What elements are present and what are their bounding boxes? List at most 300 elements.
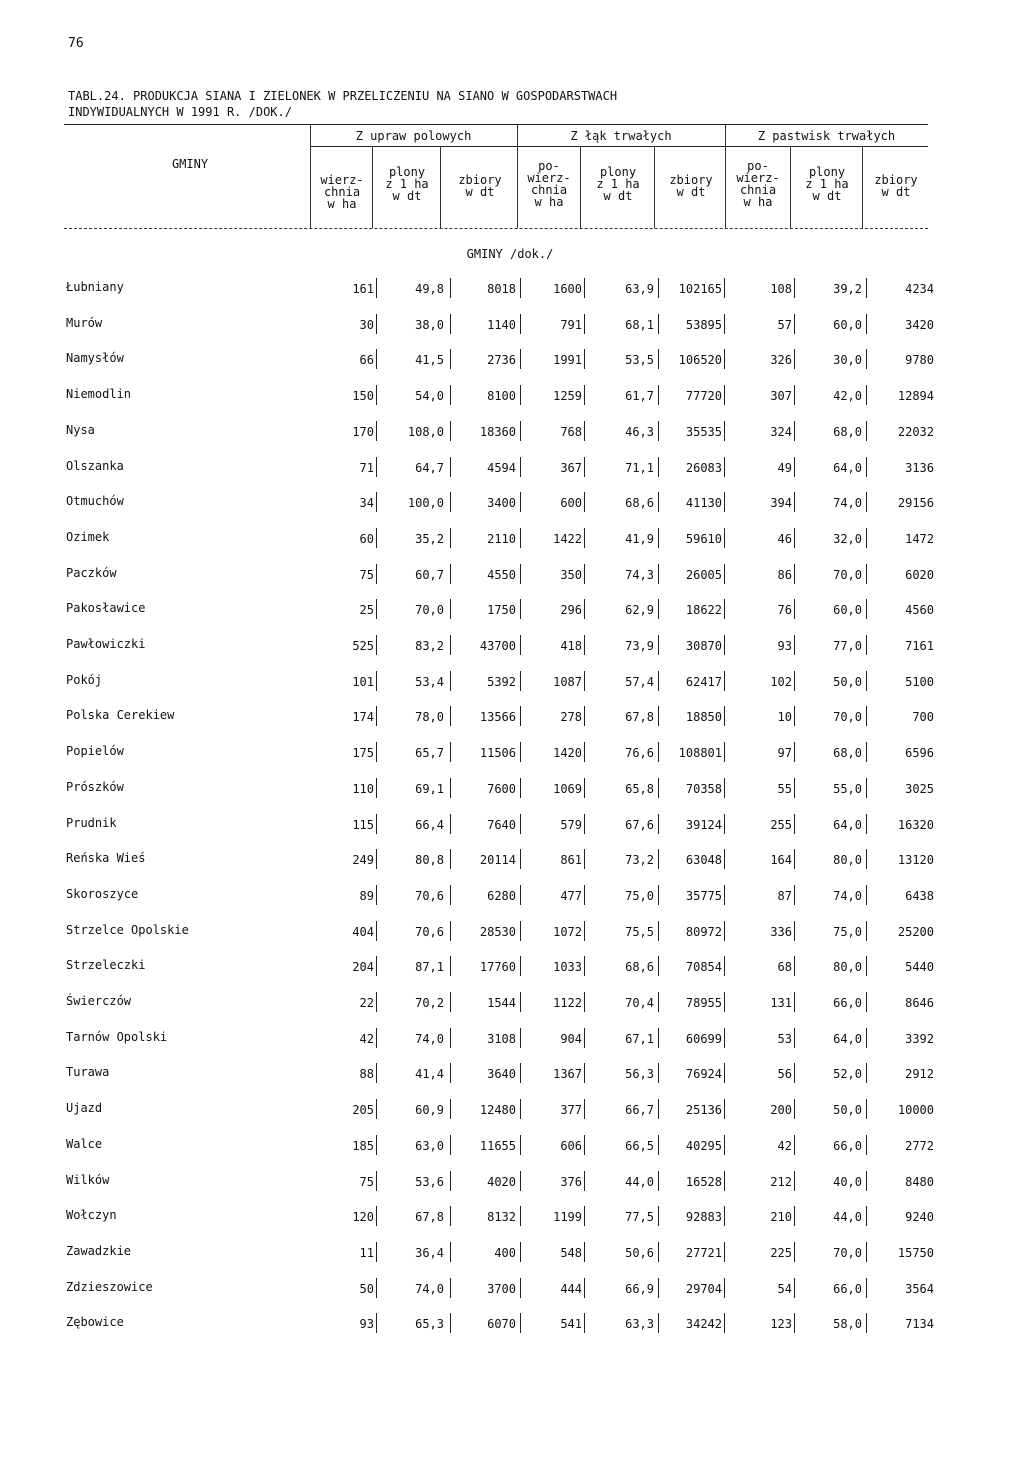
row-value: 4234 xyxy=(905,282,934,296)
row-value: 10 xyxy=(777,710,792,725)
row-value: 22032 xyxy=(897,424,934,439)
table-row xyxy=(64,1057,934,1087)
row-value: 68,0 xyxy=(833,424,862,439)
row-value: 60,9 xyxy=(415,1103,444,1118)
cell-separator xyxy=(584,314,585,334)
row-value: 161 xyxy=(352,282,374,296)
row-value: 1991 xyxy=(553,353,582,368)
row-value: 42,0 xyxy=(833,389,862,404)
cell-separator xyxy=(584,706,585,726)
cell-separator xyxy=(724,635,725,655)
row-municipality: Olszanka xyxy=(66,458,124,473)
cell-separator xyxy=(450,349,451,369)
cell-separator xyxy=(866,1278,867,1298)
cell-separator xyxy=(520,385,521,405)
row-value: 606 xyxy=(560,1138,582,1153)
row-value: 74,0 xyxy=(833,496,862,511)
cell-separator xyxy=(724,457,725,477)
cell-separator xyxy=(866,1028,867,1048)
cell-separator xyxy=(376,599,377,619)
cell-separator xyxy=(450,1099,451,1119)
cell-separator xyxy=(866,885,867,905)
header-group-fields: Z upraw polowych xyxy=(355,129,472,143)
row-municipality: Prudnik xyxy=(66,815,117,830)
cell-separator xyxy=(658,1028,659,1048)
row-municipality: Walce xyxy=(66,1136,103,1151)
row-municipality: Ozimek xyxy=(66,529,110,544)
cell-separator xyxy=(450,849,451,869)
row-value: 400 xyxy=(494,1245,516,1260)
row-value: 185 xyxy=(352,1138,374,1153)
cell-separator xyxy=(866,921,867,941)
cell-separator xyxy=(658,1135,659,1155)
row-value: 16320 xyxy=(897,817,934,832)
row-value: 768 xyxy=(560,424,582,439)
row-value: 212 xyxy=(770,1174,792,1189)
cell-separator xyxy=(794,742,795,762)
row-value: 43700 xyxy=(479,639,516,653)
cell-separator xyxy=(376,849,377,869)
cell-separator xyxy=(794,921,795,941)
row-value: 89 xyxy=(359,888,374,903)
row-value: 18850 xyxy=(685,710,722,725)
row-value: 60,7 xyxy=(415,567,444,582)
cell-separator xyxy=(376,1313,377,1333)
row-value: 65,7 xyxy=(415,746,444,761)
cell-separator xyxy=(866,314,867,334)
row-value: 108,0 xyxy=(407,424,444,439)
cell-separator xyxy=(794,421,795,441)
subheader-area: wierz- chnia w ha xyxy=(320,173,364,211)
table-row xyxy=(64,1272,934,1302)
row-value: 17760 xyxy=(479,960,516,975)
cell-separator xyxy=(724,1206,725,1226)
cell-separator xyxy=(520,1171,521,1191)
row-value: 54 xyxy=(777,1281,792,1296)
cell-separator xyxy=(724,528,725,548)
cell-separator xyxy=(450,1242,451,1262)
row-value: 34 xyxy=(359,496,374,511)
row-value: 70,2 xyxy=(415,996,444,1010)
cell-separator xyxy=(376,1242,377,1262)
row-value: 7600 xyxy=(487,781,516,796)
row-value: 66,0 xyxy=(833,1281,862,1296)
row-value: 49 xyxy=(777,460,792,475)
row-value: 61,7 xyxy=(625,389,654,404)
row-value: 66,7 xyxy=(625,1103,654,1118)
cell-separator xyxy=(658,992,659,1012)
table-row xyxy=(64,736,934,766)
row-value: 75,5 xyxy=(625,924,654,939)
row-value: 2736 xyxy=(487,353,516,368)
row-value: 12894 xyxy=(897,389,934,404)
cell-separator xyxy=(584,349,585,369)
row-value: 8480 xyxy=(905,1174,934,1189)
row-value: 53,6 xyxy=(415,1174,444,1189)
cell-separator xyxy=(584,599,585,619)
row-value: 78,0 xyxy=(415,710,444,725)
cell-separator xyxy=(376,278,377,298)
row-value: 65,3 xyxy=(415,1317,444,1332)
row-value: 1420 xyxy=(553,746,582,761)
cell-separator xyxy=(520,778,521,798)
cell-separator xyxy=(658,1242,659,1262)
cell-separator xyxy=(658,885,659,905)
table-row xyxy=(64,665,934,695)
row-value: 115 xyxy=(352,817,374,832)
row-value: 9780 xyxy=(905,353,934,368)
row-value: 80,0 xyxy=(833,960,862,975)
cell-separator xyxy=(658,1171,659,1191)
cell-separator xyxy=(724,314,725,334)
row-value: 579 xyxy=(560,817,582,832)
row-value: 64,7 xyxy=(415,460,444,475)
cell-separator xyxy=(794,1313,795,1333)
cell-separator xyxy=(658,564,659,584)
cell-separator xyxy=(794,278,795,298)
cell-separator xyxy=(866,635,867,655)
row-value: 41,9 xyxy=(625,531,654,546)
row-value: 74,0 xyxy=(833,888,862,903)
cell-separator xyxy=(866,457,867,477)
cell-separator xyxy=(794,1135,795,1155)
row-value: 120 xyxy=(352,1210,374,1225)
cell-separator xyxy=(450,1063,451,1083)
row-value: 40,0 xyxy=(833,1174,862,1189)
cell-separator xyxy=(450,492,451,512)
row-value: 700 xyxy=(912,710,934,725)
cell-separator xyxy=(794,885,795,905)
subheader-crop: zbiory w dt xyxy=(458,173,502,199)
row-value: 1259 xyxy=(553,389,582,404)
row-value: 26083 xyxy=(685,460,722,475)
row-value: 70854 xyxy=(685,960,722,975)
row-value: 13566 xyxy=(479,710,516,725)
row-value: 7640 xyxy=(487,817,516,832)
row-value: 377 xyxy=(560,1103,582,1118)
row-value: 70,0 xyxy=(415,603,444,618)
cell-separator xyxy=(520,885,521,905)
cell-separator xyxy=(866,992,867,1012)
cell-separator xyxy=(724,742,725,762)
cell-separator xyxy=(450,314,451,334)
row-value: 65,8 xyxy=(625,781,654,796)
cell-separator xyxy=(724,1242,725,1262)
cell-separator xyxy=(658,492,659,512)
cell-separator xyxy=(724,849,725,869)
row-value: 13120 xyxy=(897,853,934,868)
row-value: 6280 xyxy=(487,888,516,903)
cell-separator xyxy=(658,742,659,762)
row-value: 71,1 xyxy=(625,460,654,475)
row-value: 5100 xyxy=(905,674,934,689)
cell-separator xyxy=(724,599,725,619)
row-municipality: Namysłów xyxy=(66,351,124,366)
cell-separator xyxy=(520,278,521,298)
table-row xyxy=(64,1022,934,1052)
cell-separator xyxy=(584,457,585,477)
cell-separator xyxy=(584,1206,585,1226)
cell-separator xyxy=(376,385,377,405)
table-row xyxy=(64,1093,934,1123)
row-value: 150 xyxy=(352,389,374,404)
cell-separator xyxy=(724,885,725,905)
cell-separator xyxy=(376,956,377,976)
row-value: 59610 xyxy=(685,531,722,546)
row-value: 278 xyxy=(560,710,582,725)
row-value: 5392 xyxy=(487,674,516,689)
cell-separator xyxy=(658,778,659,798)
cell-separator xyxy=(450,742,451,762)
cell-separator xyxy=(794,528,795,548)
cell-separator xyxy=(724,492,725,512)
row-value: 74,0 xyxy=(415,1031,444,1046)
table-row xyxy=(64,1307,934,1337)
cell-separator xyxy=(658,385,659,405)
cell-separator xyxy=(520,1278,521,1298)
cell-separator xyxy=(376,1063,377,1083)
cell-separator xyxy=(724,1063,725,1083)
row-value: 418 xyxy=(560,639,582,653)
row-value: 70358 xyxy=(685,781,722,796)
cell-separator xyxy=(520,671,521,691)
row-value: 101 xyxy=(352,674,374,689)
row-value: 64,0 xyxy=(833,817,862,832)
row-value: 548 xyxy=(560,1245,582,1260)
cell-separator xyxy=(724,671,725,691)
row-value: 1069 xyxy=(553,781,582,796)
cell-separator xyxy=(724,564,725,584)
row-value: 175 xyxy=(352,746,374,761)
row-value: 54,0 xyxy=(415,389,444,404)
cell-separator xyxy=(450,992,451,1012)
cell-separator xyxy=(584,921,585,941)
row-value: 39,2 xyxy=(833,282,862,296)
cell-separator xyxy=(794,349,795,369)
row-value: 32,0 xyxy=(833,531,862,546)
cell-separator xyxy=(376,457,377,477)
row-municipality: Reńska Wieś xyxy=(66,851,146,866)
row-value: 58,0 xyxy=(833,1317,862,1332)
row-value: 336 xyxy=(770,924,792,939)
row-value: 26005 xyxy=(685,567,722,582)
cell-separator xyxy=(584,635,585,655)
cell-separator xyxy=(584,564,585,584)
row-value: 11655 xyxy=(479,1138,516,1153)
row-value: 74,3 xyxy=(625,567,654,582)
cell-separator xyxy=(866,1063,867,1083)
row-value: 326 xyxy=(770,353,792,368)
cell-separator xyxy=(376,492,377,512)
cell-separator xyxy=(794,314,795,334)
row-municipality: Otmuchów xyxy=(66,494,124,509)
row-value: 4550 xyxy=(487,567,516,582)
table-row xyxy=(64,879,934,909)
cell-separator xyxy=(658,1278,659,1298)
cell-separator xyxy=(658,1063,659,1083)
row-value: 25200 xyxy=(897,924,934,939)
row-value: 68,0 xyxy=(833,746,862,761)
cell-separator xyxy=(376,349,377,369)
row-value: 50 xyxy=(359,1281,374,1296)
row-value: 53 xyxy=(777,1031,792,1046)
cell-separator xyxy=(866,599,867,619)
row-value: 77720 xyxy=(685,389,722,404)
row-value: 36,4 xyxy=(415,1245,444,1260)
row-value: 3400 xyxy=(487,496,516,511)
row-municipality: Zawadzkie xyxy=(66,1243,132,1258)
row-value: 225 xyxy=(770,1245,792,1260)
row-value: 75 xyxy=(359,1174,374,1189)
cell-separator xyxy=(866,528,867,548)
row-value: 93 xyxy=(777,639,792,653)
row-value: 3564 xyxy=(905,1281,934,1296)
row-value: 3025 xyxy=(905,781,934,796)
row-value: 49,8 xyxy=(415,282,444,296)
table-row xyxy=(64,1236,934,1266)
row-value: 255 xyxy=(770,817,792,832)
cell-separator xyxy=(376,1171,377,1191)
cell-separator xyxy=(658,528,659,548)
row-value: 200 xyxy=(770,1103,792,1118)
cell-separator xyxy=(520,1313,521,1333)
cell-separator xyxy=(520,921,521,941)
row-value: 3420 xyxy=(905,317,934,332)
cell-separator xyxy=(520,492,521,512)
row-value: 29704 xyxy=(685,1281,722,1296)
cell-separator xyxy=(520,992,521,1012)
cell-separator xyxy=(794,564,795,584)
row-value: 29156 xyxy=(897,496,934,511)
cell-separator xyxy=(866,349,867,369)
row-value: 44,0 xyxy=(833,1210,862,1225)
row-value: 67,8 xyxy=(415,1210,444,1225)
cell-separator xyxy=(520,706,521,726)
cell-separator xyxy=(724,1278,725,1298)
cell-separator xyxy=(866,742,867,762)
row-value: 75,0 xyxy=(833,924,862,939)
row-value: 600 xyxy=(560,496,582,511)
row-value: 87 xyxy=(777,888,792,903)
row-value: 904 xyxy=(560,1031,582,1046)
cell-separator xyxy=(658,671,659,691)
header-divider xyxy=(862,146,863,228)
row-value: 74,0 xyxy=(415,1281,444,1296)
row-value: 6438 xyxy=(905,888,934,903)
cell-separator xyxy=(584,849,585,869)
row-value: 42 xyxy=(359,1031,374,1046)
row-municipality: Zdzieszowice xyxy=(66,1279,153,1294)
row-municipality: Polska Cerekiew xyxy=(66,708,175,723)
row-value: 100,0 xyxy=(407,496,444,511)
row-value: 1122 xyxy=(553,996,582,1010)
row-value: 3640 xyxy=(487,1067,516,1082)
row-value: 50,6 xyxy=(625,1245,654,1260)
row-value: 42 xyxy=(777,1138,792,1153)
row-value: 210 xyxy=(770,1210,792,1225)
row-value: 66,9 xyxy=(625,1281,654,1296)
row-value: 50,0 xyxy=(833,1103,862,1118)
row-value: 55,0 xyxy=(833,781,862,796)
row-value: 67,8 xyxy=(625,710,654,725)
cell-separator xyxy=(658,706,659,726)
cell-separator xyxy=(866,814,867,834)
cell-separator xyxy=(584,956,585,976)
row-value: 87,1 xyxy=(415,960,444,975)
cell-separator xyxy=(376,1099,377,1119)
cell-separator xyxy=(866,1206,867,1226)
row-value: 367 xyxy=(560,460,582,475)
cell-separator xyxy=(794,1028,795,1048)
row-value: 25136 xyxy=(685,1103,722,1118)
row-value: 16528 xyxy=(685,1174,722,1189)
header-top-rule xyxy=(64,124,928,125)
table-row xyxy=(64,1129,934,1159)
cell-separator xyxy=(450,457,451,477)
cell-separator xyxy=(450,1206,451,1226)
row-value: 1140 xyxy=(487,317,516,332)
row-value: 404 xyxy=(352,924,374,939)
row-value: 68,1 xyxy=(625,317,654,332)
cell-separator xyxy=(724,706,725,726)
cell-separator xyxy=(658,278,659,298)
cell-separator xyxy=(794,385,795,405)
row-value: 70,0 xyxy=(833,710,862,725)
row-value: 80,8 xyxy=(415,853,444,868)
row-value: 75,0 xyxy=(625,888,654,903)
row-value: 1199 xyxy=(553,1210,582,1225)
cell-separator xyxy=(794,849,795,869)
row-value: 30870 xyxy=(685,639,722,653)
row-value: 4594 xyxy=(487,460,516,475)
row-value: 70,0 xyxy=(833,1245,862,1260)
cell-separator xyxy=(866,849,867,869)
row-value: 8018 xyxy=(487,282,516,296)
cell-separator xyxy=(866,1242,867,1262)
cell-separator xyxy=(520,956,521,976)
cell-separator xyxy=(658,1313,659,1333)
cell-separator xyxy=(724,956,725,976)
row-value: 7161 xyxy=(905,639,934,653)
cell-separator xyxy=(520,1063,521,1083)
cell-separator xyxy=(450,278,451,298)
cell-separator xyxy=(450,1135,451,1155)
row-value: 30,0 xyxy=(833,353,862,368)
row-value: 66,5 xyxy=(625,1138,654,1153)
row-value: 15750 xyxy=(897,1245,934,1260)
cell-separator xyxy=(724,992,725,1012)
row-value: 106520 xyxy=(678,353,722,368)
row-value: 52,0 xyxy=(833,1067,862,1082)
cell-separator xyxy=(794,1206,795,1226)
cell-separator xyxy=(794,1171,795,1191)
row-value: 46,3 xyxy=(625,424,654,439)
row-value: 76924 xyxy=(685,1067,722,1082)
table-row xyxy=(64,772,934,802)
cell-separator xyxy=(520,742,521,762)
table-row xyxy=(64,700,934,730)
row-value: 4560 xyxy=(905,603,934,618)
cell-separator xyxy=(794,706,795,726)
row-value: 1072 xyxy=(553,924,582,939)
cell-separator xyxy=(584,1135,585,1155)
row-value: 60 xyxy=(359,531,374,546)
row-value: 164 xyxy=(770,853,792,868)
header-group-pastures: Z pastwisk trwałych xyxy=(757,129,896,143)
header-divider xyxy=(790,146,791,228)
table-row xyxy=(64,272,934,302)
row-value: 2912 xyxy=(905,1067,934,1082)
